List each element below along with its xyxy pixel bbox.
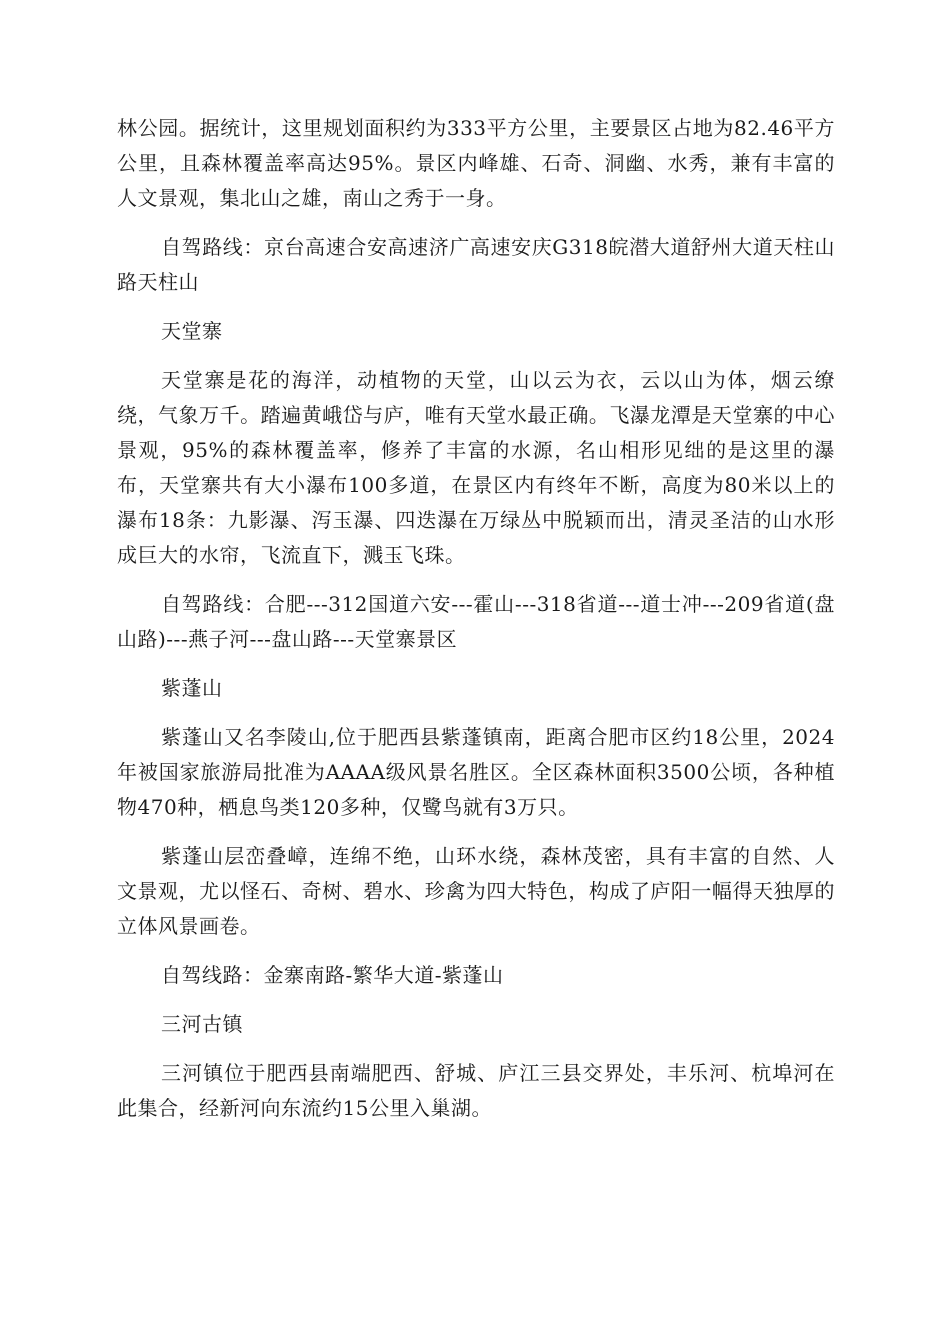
paragraph-sanhe-intro: 三河镇位于肥西县南端肥西、舒城、庐江三县交界处，丰乐河、杭埠河在此集合，经新河向东流约15公里入巢湖。 [117, 1061, 835, 1120]
paragraph-tianzhushan-route: 自驾路线：京台高速合安高速济广高速安庆G318皖潜大道舒州大道天柱山路天柱山 [117, 235, 835, 294]
section-heading-sanhe-town: 三河古镇 [161, 1012, 243, 1036]
section-heading-zipengshan: 紫蓬山 [161, 676, 223, 700]
document-body [117, 111, 835, 1140]
paragraph-zipengshan-features: 紫蓬山层峦叠嶂，连绵不绝，山环水绕，森林茂密，具有丰富的自然、人文景观，尤以怪石、奇树、碧水、珍禽为四大特色，构成了庐阳一幅得天独厚的立体风景画卷。 [117, 844, 835, 938]
paragraph-zipengshan-intro: 紫蓬山又名李陵山,位于肥西县紫蓬镇南，距离合肥市区约18公里，2024年被国家旅游局批准为AAAA级风景名胜区。全区森林面积3500公顷，各种植物470种，栖息鸟类120多种，仅鹭鸟就有3万只。 [117, 725, 835, 819]
paragraph-tianzhushan-intro: 林公园。据统计，这里规划面积约为333平方公里，主要景区占地为82.46平方公里，且森林覆盖率高达95%。景区内峰雄、石奇、洞幽、水秀，兼有丰富的人文景观，集北山之雄，南山之秀于一身。 [117, 116, 835, 210]
paragraph-tiantangzhai-route: 自驾路线：合肥---312国道六安---霍山---318省道---道士冲---209省道(盘山路)---燕子河---盘山路---天堂寨景区 [117, 592, 835, 651]
section-heading-tiantangzhai: 天堂寨 [161, 319, 223, 343]
paragraph-zipengshan-route: 自驾线路：金寨南路-繁华大道-紫蓬山 [161, 963, 504, 987]
paragraph-tiantangzhai-intro: 天堂寨是花的海洋，动植物的天堂，山以云为衣，云以山为体，烟云缭绕，气象万千。踏遍黄峨岱与庐，唯有天堂水最正确。飞瀑龙潭是天堂寨的中心景观，95%的森林覆盖率，修养了丰富的水源，名山相形见绌的是这里的瀑布，天堂寨共有大小瀑布100多道，在景区内有终年不断，高度为80米以上的瀑布18条：九影瀑、泻玉瀑、四迭瀑在万绿丛中脱颖而出，清灵圣洁的山水形成巨大的水帘，飞流直下，溅玉飞珠。 [117, 368, 835, 567]
